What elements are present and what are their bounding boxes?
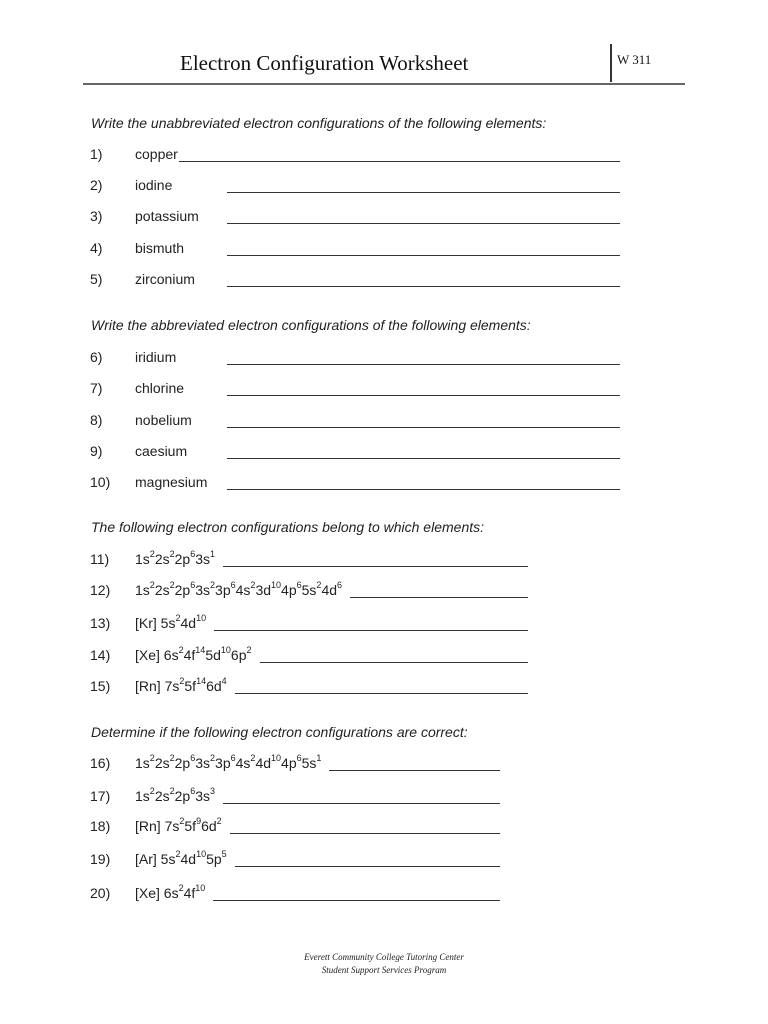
element-name: caesium <box>135 443 188 459</box>
question-row <box>90 443 187 459</box>
answer-blank[interactable] <box>227 192 620 193</box>
question-row <box>90 349 176 365</box>
element-name: bismuth <box>135 240 185 256</box>
answer-blank[interactable] <box>179 161 620 162</box>
question-row <box>90 412 192 428</box>
question-number: 1) <box>90 146 103 162</box>
question-row <box>90 647 252 663</box>
question-row <box>90 615 206 631</box>
question-number: 10) <box>90 474 111 490</box>
answer-blank[interactable] <box>227 427 620 428</box>
answer-blank[interactable] <box>223 803 500 804</box>
question-number: 15) <box>90 678 111 694</box>
question-number: 8) <box>90 412 103 428</box>
question-number: 6) <box>90 349 103 365</box>
electron-configuration: $1s^22s^22p^63s^23p^64s^23d^{10}4p^65s^24d^6$ <box>135 580 343 598</box>
electron-configuration: [Rn] $7s^25f^{14}6d^4$ <box>135 676 227 694</box>
question-row <box>90 885 205 901</box>
question-row <box>90 208 199 224</box>
footer-line-2: Student Support Services Program <box>321 965 447 975</box>
section-instruction: Determine if the following electron configurations are correct: <box>91 724 468 740</box>
question-number: 16) <box>90 755 111 771</box>
answer-blank[interactable] <box>350 597 528 598</box>
answer-blank[interactable] <box>227 364 620 365</box>
answer-blank[interactable] <box>230 833 500 834</box>
question-number: 12) <box>90 582 111 598</box>
question-row <box>90 582 342 598</box>
question-number: 18) <box>90 818 111 834</box>
question-number: 19) <box>90 851 111 867</box>
question-number: 3) <box>90 208 103 224</box>
electron-configuration: [Rn] $7s^25f^96d^2$ <box>135 816 222 834</box>
question-row <box>90 678 227 694</box>
question-row <box>90 474 207 490</box>
question-number: 7) <box>90 380 103 396</box>
answer-blank[interactable] <box>329 770 500 771</box>
question-number: 11) <box>90 551 110 567</box>
element-name: magnesium <box>135 474 208 490</box>
answer-blank[interactable] <box>214 630 528 631</box>
question-number: 17) <box>90 788 111 804</box>
question-number: 2) <box>90 177 103 193</box>
question-number: 20) <box>90 885 111 901</box>
question-row <box>90 240 184 256</box>
answer-blank[interactable] <box>227 458 620 459</box>
question-number: 14) <box>90 647 111 663</box>
question-row <box>90 788 215 804</box>
answer-blank[interactable] <box>227 255 620 256</box>
question-number: 13) <box>90 615 111 631</box>
answer-blank[interactable] <box>227 395 620 396</box>
element-name: iodine <box>135 177 173 193</box>
question-number: 5) <box>90 271 103 287</box>
answer-blank[interactable] <box>227 223 620 224</box>
question-row <box>90 755 321 771</box>
electron-configuration: $1s^22s^22p^63s^23p^64s^24d^{10}4p^65s^1$ <box>135 753 322 771</box>
footer-line-1: Everett Community College Tutoring Center <box>304 952 464 962</box>
section-instruction: Write the unabbreviated electron configurations of the following elements: <box>91 115 547 131</box>
question-row <box>90 851 227 867</box>
answer-blank[interactable] <box>260 662 529 663</box>
element-name: potassium <box>135 208 199 224</box>
question-row <box>90 818 222 834</box>
electron-configuration: [Xe] $6s^24f^{14}5d^{10}6p^2$ <box>135 645 252 663</box>
section-instruction: Write the abbreviated electron configurations of the following elements: <box>91 317 531 333</box>
electron-configuration: [Xe] $6s^24f^{10}$ <box>135 883 206 901</box>
worksheet-code: W 311 <box>617 52 652 67</box>
element-name: copper <box>135 146 178 162</box>
worksheet-title: Electron Configuration Worksheet <box>180 51 469 75</box>
electron-configuration: [Ar] $5s^24d^{10}5p^5$ <box>135 849 227 867</box>
header-rule <box>83 83 685 85</box>
element-name: zirconium <box>135 271 195 287</box>
element-name: chlorine <box>135 380 185 396</box>
question-row <box>90 551 215 567</box>
answer-blank[interactable] <box>227 489 620 490</box>
electron-configuration: $1s^22s^22p^63s^3$ <box>135 786 216 804</box>
question-row <box>90 271 195 287</box>
question-row <box>90 146 178 162</box>
question-number: 4) <box>90 240 103 256</box>
electron-configuration: [Kr] $5s^24d^{10}$ <box>135 613 207 631</box>
answer-blank[interactable] <box>227 286 620 287</box>
section-instruction: The following electron configurations belong to which elements: <box>91 519 485 535</box>
answer-blank[interactable] <box>213 900 500 901</box>
question-number: 9) <box>90 443 103 459</box>
answer-blank[interactable] <box>223 566 528 567</box>
answer-blank[interactable] <box>235 866 500 867</box>
element-name: nobelium <box>135 412 192 428</box>
element-name: iridium <box>135 349 177 365</box>
answer-blank[interactable] <box>235 693 528 694</box>
question-row <box>90 380 184 396</box>
question-row <box>90 177 172 193</box>
electron-configuration: $1s^22s^22p^63s^1$ <box>135 549 216 567</box>
